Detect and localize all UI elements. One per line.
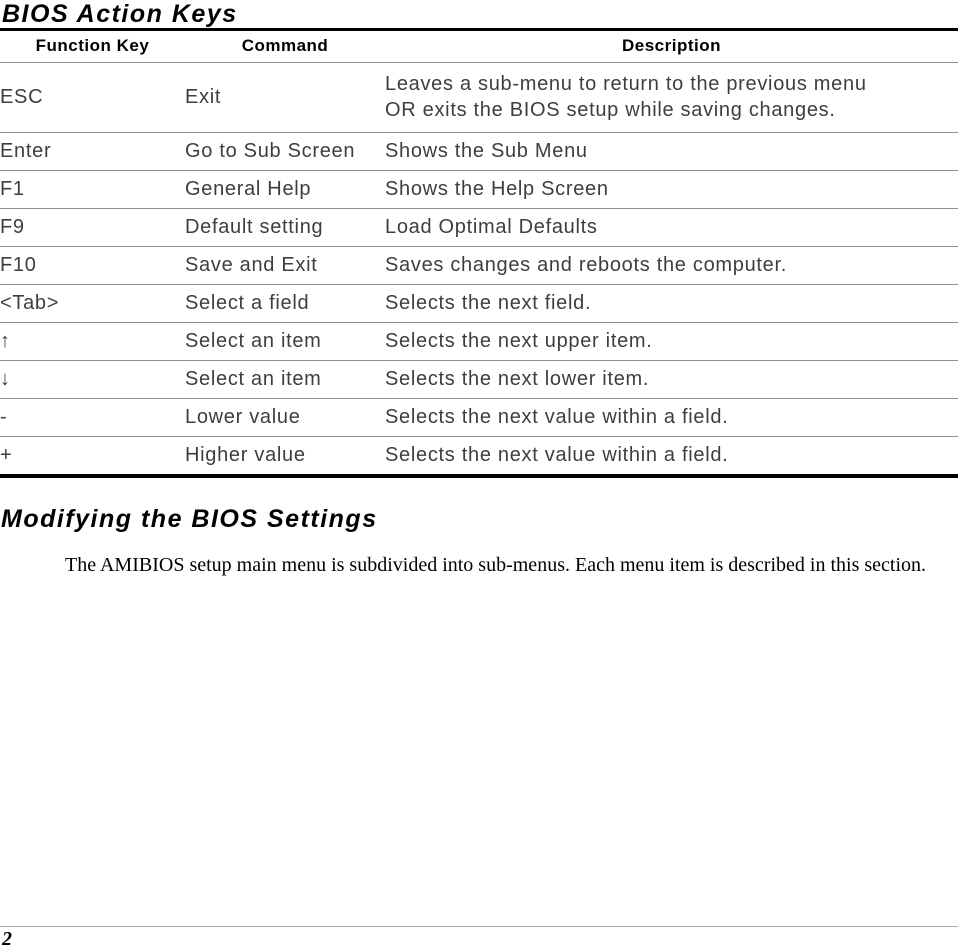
- header-function-key: Function Key: [0, 30, 185, 63]
- command-cell: Select an item: [185, 323, 385, 361]
- command-cell: Save and Exit: [185, 247, 385, 285]
- command-cell: Higher value: [185, 444, 306, 466]
- table-row: [0, 361, 958, 399]
- description-cell: [385, 63, 958, 133]
- function-key-cell: ESC: [0, 63, 185, 133]
- table-row: [0, 399, 958, 437]
- command-cell: Default setting: [185, 209, 385, 247]
- description-cell: [385, 323, 958, 361]
- description-cell: [385, 209, 958, 247]
- description-cell: [385, 361, 958, 399]
- function-key-cell: F9: [0, 209, 185, 247]
- description-cell: [385, 437, 958, 477]
- action-keys-table: [0, 28, 958, 478]
- function-key-cell: F10: [0, 247, 185, 285]
- page-number: 2: [2, 928, 12, 950]
- section-paragraph: The AMIBIOS setup main menu is subdivided into sub-menus. Each menu item is described in this section.: [65, 554, 926, 576]
- table-row: [0, 209, 958, 247]
- command-cell: Lower value: [185, 399, 385, 437]
- table-row: [0, 247, 958, 285]
- table-header-row: [0, 30, 958, 63]
- command-cell: General Help: [185, 171, 385, 209]
- table-row: [0, 63, 958, 133]
- down-arrow-key-cell: ↓: [0, 361, 185, 399]
- description-text: Selects the next field.: [385, 292, 592, 314]
- table-row: [0, 133, 958, 171]
- page-footer: [0, 926, 958, 952]
- description-text: Selects the next lower item.: [385, 368, 650, 390]
- function-key-cell: -: [0, 399, 185, 437]
- page-title: BIOS Action Keys: [2, 0, 238, 28]
- description-text: Shows the Sub Menu: [385, 140, 588, 162]
- description-cell: [385, 133, 958, 171]
- description-cell: [385, 247, 958, 285]
- function-key-cell: <Tab>: [0, 285, 185, 323]
- description-text: Selects the next value within a field.: [385, 444, 729, 466]
- table-row: [0, 323, 958, 361]
- description-text: Selects the next upper item.: [385, 330, 653, 352]
- function-key-cell: Enter: [0, 133, 185, 171]
- table-row: [0, 285, 958, 323]
- description-text: Load Optimal Defaults: [385, 216, 598, 238]
- command-cell: Select an item: [185, 361, 385, 399]
- description-text: Saves changes and reboots the computer.: [385, 254, 787, 276]
- header-description: Description: [385, 30, 958, 63]
- function-key-cell: +: [0, 444, 13, 466]
- header-command: Command: [185, 30, 385, 63]
- up-arrow-key-cell: ↑: [0, 323, 185, 361]
- command-cell: Exit: [185, 63, 385, 133]
- section-title: Modifying the BIOS Settings: [1, 505, 378, 533]
- table-row: [0, 171, 958, 209]
- command-cell: Go to Sub Screen: [185, 133, 385, 171]
- description-cell: [385, 171, 958, 209]
- description-cell: [385, 399, 958, 437]
- function-key-cell: F1: [0, 171, 185, 209]
- description-text: Shows the Help Screen: [385, 178, 609, 200]
- description-text: Leaves a sub-menu to return to the previous menu OR exits the BIOS setup while saving changes.: [385, 73, 867, 121]
- command-cell: Select a field: [185, 285, 385, 323]
- description-text: Selects the next value within a field.: [385, 406, 729, 428]
- table-row: [0, 437, 958, 477]
- description-cell: [385, 285, 958, 323]
